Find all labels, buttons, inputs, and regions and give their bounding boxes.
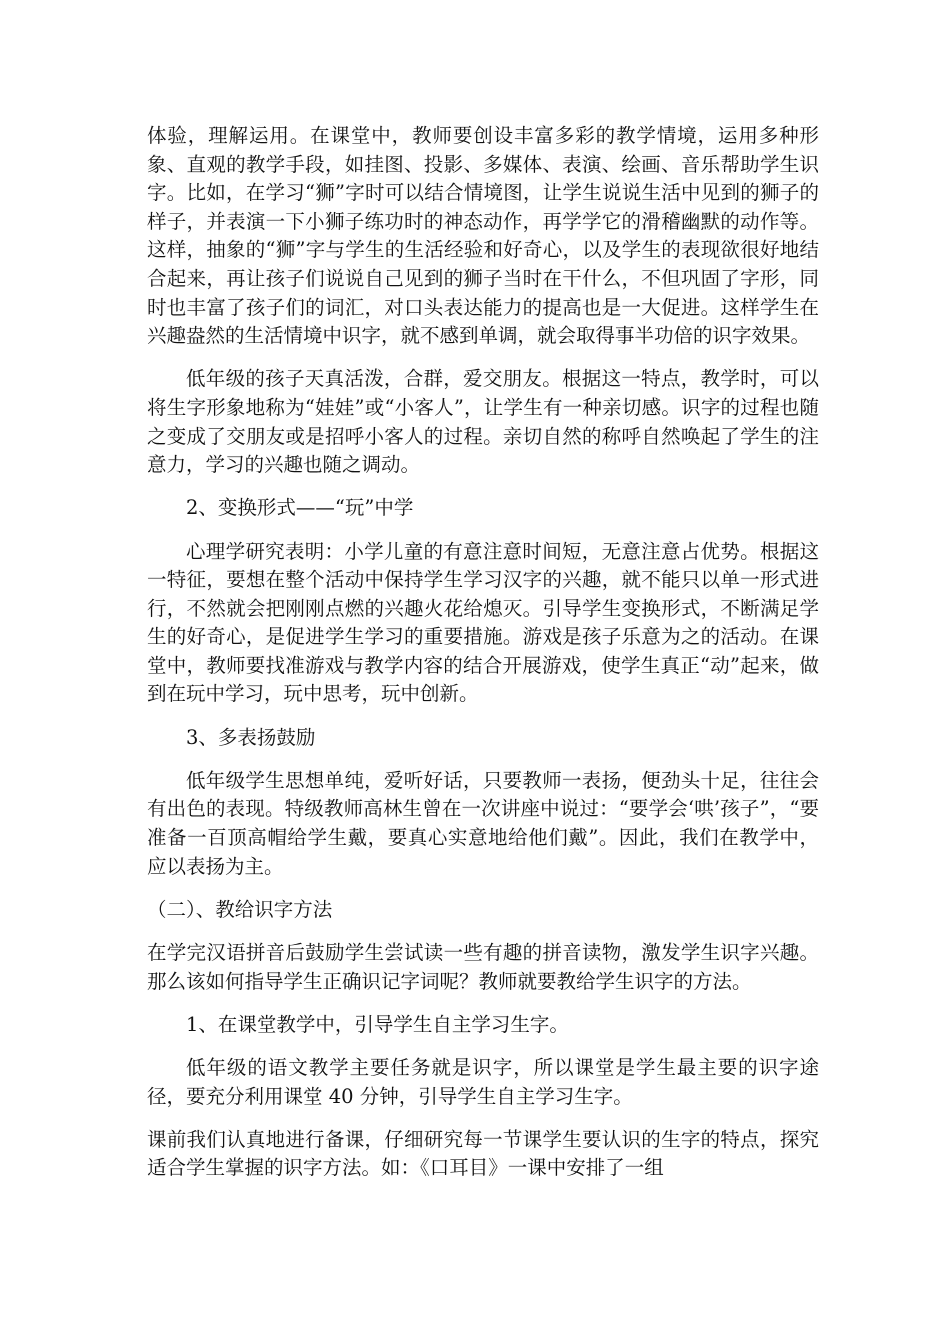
paragraph-praise: 低年级学生思想单纯，爱听好话，只要教师一表扬，便劲头十足，往往会有出色的表现。特级教师高林生曾在一次讲座中说过：“要学会‘哄’孩子”，“要准备一百顶高帽给学生戴，要真心实意地给他们戴”。因此，我们在教学中，应以表扬为主。 — [147, 768, 819, 878]
section-heading-praise: 3、多表扬鼓励 — [186, 725, 316, 749]
section-heading-classroom: 1、在课堂教学中，引导学生自主学习生字。 — [186, 1012, 569, 1036]
paragraph-continuation: 体验，理解运用。在课堂中，教师要创设丰富多彩的教学情境，运用多种形象、直观的教学手段，如挂图、投影、多媒体、表演、绘画、音乐帮助学生识字。比如，在学习“狮”字时可以结合情境图，让学生说说生活中见到的狮子的样子，并表演一下小狮子练功时的神态动作，再学学它的滑稽幽默的动作等。这样，抽象的“狮”字与学生的生活经验和好奇心，以及学生的表现欲很好地结合起来，再让孩子们说说自己见到的狮子当时在干什么，不但巩固了字形，同时也丰富了孩子们的词汇，对口头表达能力的提高也是一大促进。这样学生在兴趣盎然的生活情境中识字，就不感到单调，就会取得事半功倍的识字效果。 — [147, 124, 819, 348]
paragraph-address-form: 低年级的孩子天真活泼，合群，爱交朋友。根据这一特点，教学时，可以将生字形象地称为“娃娃”或“小客人”，让学生有一种亲切感。识字的过程也随之变成了交朋友或是招呼小客人的过程。亲切自然的称呼自然唤起了学生的注意力，学习的兴趣也随之调动。 — [147, 367, 819, 477]
paragraph-lesson-prep: 课前我们认真地进行备课，仔细研究每一节课学生要认识的生字的特点，探究适合学生掌握的识字方法。如：《口耳目》一课中安排了一组 — [147, 1127, 819, 1180]
document-body — [147, 122, 819, 1198]
section-heading-change-form: 2、变换形式——“玩”中学 — [186, 496, 414, 520]
section-heading-methods: （二）、教给识字方法 — [147, 897, 333, 921]
paragraph-classroom-task: 低年级的语文教学主要任务就是识字，所以课堂是学生最主要的识字途径，要充分利用课堂 40 分钟，引导学生自主学习生字。 — [147, 1055, 819, 1108]
paragraph-psychology: 心理学研究表明：小学儿童的有意注意时间短，无意注意占优势。根据这一特征，要想在整个活动中保持学生学习汉字的兴趣，就不能只以单一形式进行，不然就会把刚刚点燃的兴趣火花给熄灭。引导学生变换形式，不断满足学生的好奇心，是促进学生学习的重要措施。游戏是孩子乐意为之的活动。在课堂中，教师要找准游戏与教学内容的结合开展游戏，使学生真正“动”起来，做到在玩中学习，玩中思考，玩中创新。 — [147, 539, 819, 706]
paragraph-pinyin-reading: 在学完汉语拼音后鼓励学生尝试读一些有趣的拼音读物，激发学生识字兴趣。那么该如何指导学生正确识记字词呢？教师就要教给学生识字的方法。 — [147, 941, 819, 993]
